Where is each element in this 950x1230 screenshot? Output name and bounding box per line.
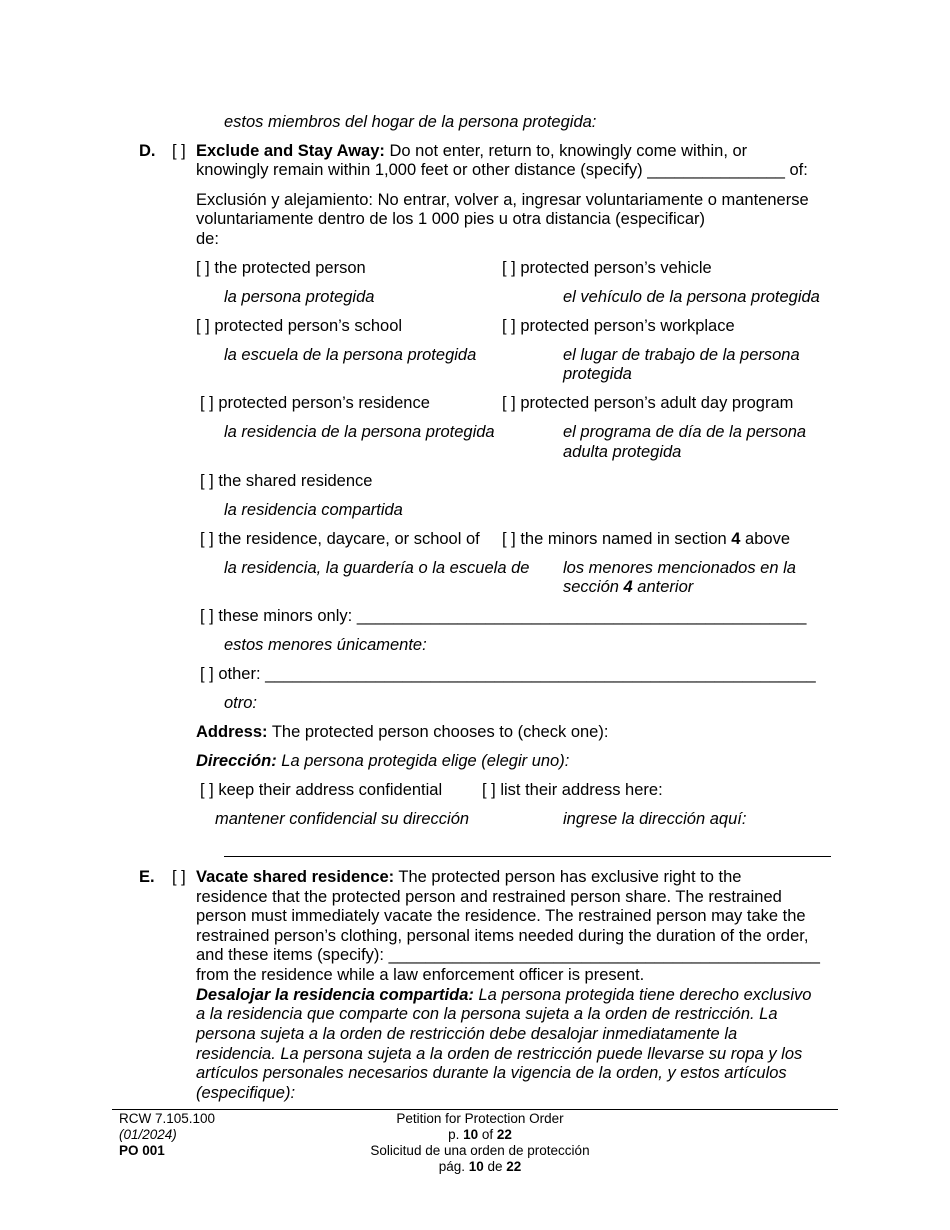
section-e-es-line-5: artículos personales necesarios durante la vigencia de la orden, y estos artículos — [196, 1064, 787, 1082]
footer-date: (01/2024) — [119, 1127, 177, 1142]
option-protected-person-es: la persona protegida — [224, 288, 375, 306]
section-d-es-2: voluntariamente dentro de los 1 000 pies u otra distancia (especificar) — [196, 210, 706, 228]
option-shared-residence[interactable]: [ ] the shared residence — [200, 472, 373, 490]
option-minors-num: 4 — [731, 530, 741, 548]
option-minors-es-post: anterior — [632, 578, 694, 596]
option-keep-confidential[interactable]: [ ] keep their address confidential — [200, 781, 443, 799]
household-members-line: estos miembros del hogar de la persona protegida: — [224, 113, 597, 131]
footer-page-total-en: 22 — [496, 1127, 512, 1142]
section-d-es-3: de: — [196, 230, 219, 248]
section-d-letter: D. — [139, 142, 156, 160]
address-es-label: Dirección: — [196, 752, 277, 770]
footer-title-es: Solicitud de una orden de protección — [370, 1143, 590, 1158]
option-minors-section-4[interactable] — [502, 530, 790, 550]
section-e-es-line-3: persona sujeta a la orden de restricción debe desalojar inmediatamente la — [196, 1025, 738, 1043]
option-these-minors-es: estos menores únicamente: — [224, 636, 427, 654]
option-minors-es-pre: sección — [563, 578, 624, 596]
option-adult-day-program[interactable]: [ ] protected person’s adult day program — [502, 394, 794, 412]
option-residence-daycare-school[interactable]: [ ] the residence, daycare, or school of — [200, 530, 480, 548]
section-d-heading — [196, 142, 747, 162]
section-e-heading — [196, 868, 741, 888]
option-workplace-es-1: el lugar de trabajo de la persona — [563, 346, 800, 364]
section-e-es-line-4: residencia. La persona sujeta a la orden de restricción puede llevarse su ropa y los — [196, 1045, 803, 1063]
option-workplace[interactable]: [ ] protected person’s workplace — [502, 317, 735, 335]
section-e-line-1: The protected person has exclusive right to the — [394, 868, 742, 886]
section-e-es-title: Desalojar la residencia compartida: — [196, 986, 474, 1004]
option-list-address-es: ingrese la dirección aquí: — [563, 810, 747, 828]
option-school[interactable]: [ ] protected person’s school — [196, 317, 403, 335]
footer-form-number: PO 001 — [119, 1143, 165, 1158]
option-residence-es: la residencia de la persona protegida — [224, 423, 495, 441]
section-e-es-line-2: a la residencia que comparte con la persona sujeta a la orden de restricción. La — [196, 1005, 778, 1023]
footer-title-en: Petition for Protection Order — [396, 1111, 564, 1126]
section-e-letter: E. — [139, 868, 155, 886]
section-e-es-line-1: La persona protegida tiene derecho exclusivo — [473, 986, 812, 1004]
option-minors-post: above — [740, 530, 791, 548]
section-e-line-4: restrained person’s clothing, personal items needed during the duration of the order, — [196, 927, 809, 945]
section-d-text-1: Do not enter, return to, knowingly come within, or — [384, 142, 748, 160]
option-list-address[interactable]: [ ] list their address here: — [482, 781, 663, 799]
section-d-es-1: Exclusión y alejamiento: No entrar, volver a, ingresar voluntariamente o mantenerse — [196, 191, 809, 209]
address-text: The protected person chooses to (check one): — [267, 723, 609, 741]
section-d-title: Exclude and Stay Away: — [196, 142, 385, 160]
option-keep-confidential-es: mantener confidencial su dirección — [215, 810, 470, 828]
section-e-checkbox[interactable]: [ ] — [172, 868, 186, 886]
footer-page-es-pre: pág. — [438, 1159, 469, 1174]
section-e-line-5: and these items (specify): _______________________________________________ — [196, 946, 820, 964]
section-e-es-line-6: (especifique): — [196, 1084, 296, 1102]
option-workplace-es-2: protegida — [563, 365, 632, 383]
option-other-es: otro: — [224, 694, 258, 712]
option-these-minors[interactable]: [ ] these minors only: _________________________________________________ — [200, 607, 807, 625]
address-entry-line[interactable] — [224, 856, 831, 857]
option-other[interactable]: [ ] other: ____________________________________________________________ — [200, 665, 816, 683]
address-label: Address: — [196, 723, 268, 741]
option-school-es: la escuela de la persona protegida — [224, 346, 477, 364]
footer-divider — [112, 1109, 838, 1110]
option-vehicle[interactable]: [ ] protected person’s vehicle — [502, 259, 712, 277]
section-e-title: Vacate shared residence: — [196, 868, 395, 886]
footer-page-num-es: 10 — [468, 1159, 484, 1174]
section-d-text-2: knowingly remain within 1,000 feet or other distance (specify) _______________ of: — [196, 161, 808, 179]
option-residence-daycare-es: la residencia, la guardería o la escuela de — [224, 559, 530, 577]
section-e-line-6: from the residence while a law enforcement officer is present. — [196, 966, 645, 984]
section-e-es-heading — [196, 986, 811, 1006]
option-shared-residence-es: la residencia compartida — [224, 501, 403, 519]
option-adult-day-es-2: adulta protegida — [563, 443, 682, 461]
footer-page-es — [330, 1159, 630, 1175]
address-instruction-es — [196, 752, 569, 772]
footer-page-total-es: 22 — [506, 1159, 522, 1174]
option-residence[interactable]: [ ] protected person’s residence — [200, 394, 430, 412]
footer-rcw: RCW 7.105.100 — [119, 1111, 216, 1126]
option-minors-es-num: 4 — [623, 578, 633, 596]
address-instruction — [196, 723, 608, 743]
option-protected-person[interactable]: [ ] the protected person — [196, 259, 366, 277]
option-minors-es-2 — [563, 578, 693, 598]
footer-page-en-pre: p. — [448, 1127, 464, 1142]
option-vehicle-es: el vehículo de la persona protegida — [563, 288, 820, 306]
option-minors-es-1: los menores mencionados en la — [563, 559, 796, 577]
option-adult-day-es-1: el programa de día de la persona — [563, 423, 807, 441]
section-d-checkbox[interactable]: [ ] — [172, 142, 186, 160]
section-e-line-3: person must immediately vacate the residence. The restrained person may take the — [196, 907, 806, 925]
footer-page-num-en: 10 — [463, 1127, 479, 1142]
section-e-line-2: residence that the protected person and restrained person share. The restrained — [196, 888, 782, 906]
footer-page-en — [330, 1127, 630, 1143]
address-es-text: La persona protegida elige (elegir uno): — [276, 752, 570, 770]
footer-page-en-mid: of — [478, 1127, 497, 1142]
footer-page-es-mid: de — [483, 1159, 507, 1174]
option-minors-pre: [ ] the minors named in section — [502, 530, 732, 548]
